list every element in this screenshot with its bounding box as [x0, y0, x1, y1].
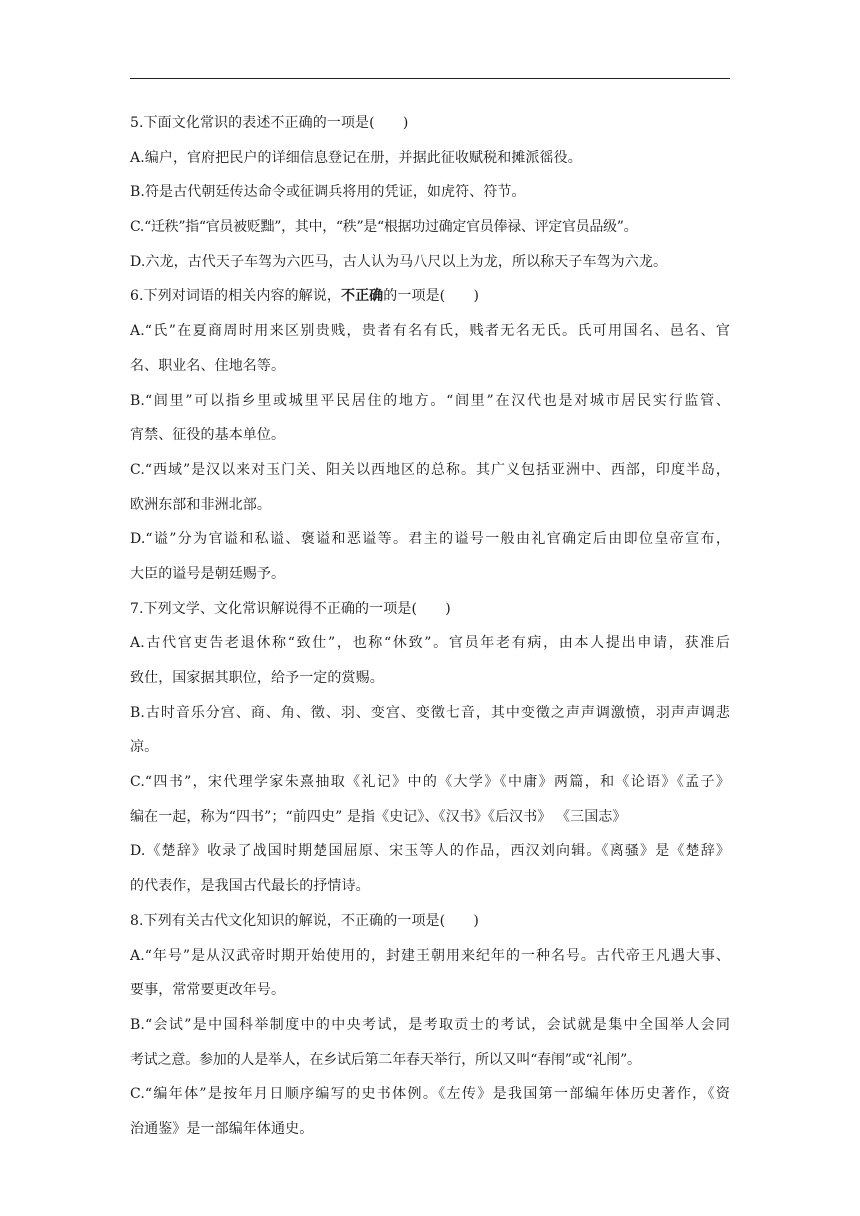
q5-option-d: D.六龙，古代天子车驾为六匹马，古人认为马八尺以上为龙，所以称天子车驾为六龙。 [130, 253, 668, 270]
q6-option-a-line1: A.“氏”在夏商周时用来区别贵贱，贵者有名有氏，贱者无名无氏。氏可用国名、邑名、官 [130, 323, 730, 340]
q6-option-b-line1: B.“闾里”可以指乡里或城里平民居住的地方。“闾里”在汉代也是对城市居民实行监管、 [130, 392, 730, 409]
q8-option-a-line2: 要事，常常要更改年号。 [130, 982, 286, 999]
q7-option-b-line1: B.古时音乐分宫、商、角、徵、羽、变宫、变徵七音，其中变徵之声声调激愤，羽声声调悲 [130, 704, 730, 721]
q6-stem-before: 6.下列对词语的相关内容的解说， [130, 288, 341, 305]
document-body [130, 106, 730, 1147]
q6-stem-emphasis: 不正确 [340, 288, 384, 305]
header-rule [130, 78, 730, 79]
q5-option-a: A.编户，官府把民户的详细信息登记在册，并据此征收赋税和摊派徭役。 [130, 149, 582, 166]
q8-option-b-line2: 考试之意。参加的人是举人，在乡试后第二年春天举行，所以又叫“春闱”或“礼闱”。 [130, 1051, 641, 1068]
q7-option-d-line2: 的代表作，是我国古代最长的抒情诗。 [130, 878, 370, 895]
q8-option-b-line1: B.“会试”是中国科举制度中的中央考试，是考取贡士的考试，会试就是集中全国举人会同 [130, 1016, 730, 1033]
q6-option-a-line2: 名、职业名、住地名等。 [130, 357, 286, 374]
q8-option-a-line1: A.“年号”是从汉武帝时期开始使用的，封建王朝用来纪年的一种名号。古代帝王凡遇大事、 [130, 947, 730, 964]
q5-stem: 5.下面文化常识的表述不正确的一项是( ) [130, 115, 409, 131]
q7-option-a-line1: A.古代官吏告老退休称“致仕”，也称“休致”。官员年老有病，由本人提出申请，获准后 [130, 635, 730, 652]
q6-option-b-line2: 宵禁、征役的基本单位。 [130, 427, 286, 444]
q5-option-c: C.“迁秩”指“官员被贬黜”，其中，“秩”是“根据功过确定官员俸禄、评定官员品级”。 [130, 219, 638, 236]
q6-option-c-line1: C.“西域”是汉以来对玉门关、阳关以西地区的总称。其广义包括亚洲中、西部，印度半岛， [130, 461, 730, 478]
q7-option-d-line1: D.《楚辞》收录了战国时期楚国屈原、宋玉等人的作品，西汉刘向辑。《离骚》是《楚辞》 [130, 843, 730, 860]
q5-option-b: B.符是古代朝廷传达命令或征调兵将用的凭证，如虎符、符节。 [130, 184, 526, 201]
q6-stem [130, 279, 730, 314]
q7-option-c-line2: 编在一起，称为“四书”；“前四史” 是指《史记》、《汉书》《后汉书》 《三国志》 [130, 808, 627, 825]
q7-option-c-line1: C.“四书”，宋代理学家朱熹抽取《礼记》中的《大学》《中庸》两篇，和《论语》《孟子》 [130, 774, 730, 791]
q8-stem: 8.下列有关古代文化知识的解说，不正确的一项是( ) [130, 912, 479, 929]
q7-option-b-line2: 凉。 [130, 739, 159, 756]
q6-option-d-line2: 大臣的谥号是朝廷赐予。 [130, 565, 286, 582]
q7-option-a-line2: 致仕，国家据其职位，给予一定的赏赐。 [130, 670, 384, 686]
q8-option-c-line2: 治通鉴》是一部编年体通史。 [130, 1120, 314, 1137]
q7-stem: 7.下列文学、文化常识解说得不正确的一项是( ) [130, 600, 451, 617]
q6-option-d-line1: D.“谥”分为官谥和私谥、褒谥和恶谥等。君主的谥号一般由礼官确定后由即位皇帝宣布， [130, 531, 730, 548]
q8-option-c-line1: C.“编年体”是按年月日顺序编写的史书体例。《左传》是我国第一部编年体历史著作，《资 [130, 1086, 730, 1103]
q6-option-c-line2: 欧洲东部和非洲北部。 [130, 496, 271, 513]
q6-stem-after: 的一项是( ) [383, 288, 480, 305]
